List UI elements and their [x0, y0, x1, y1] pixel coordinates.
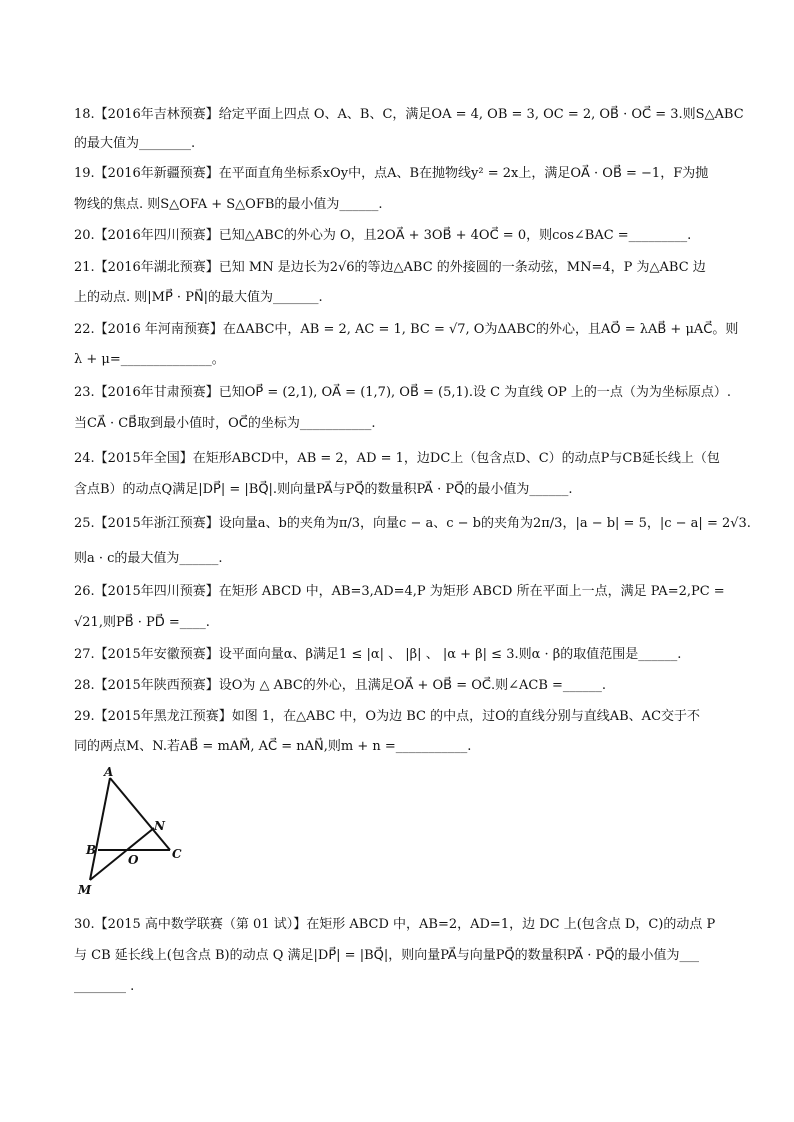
problem-20-line-1: 20.【2016年四川预赛】已知△ABC的外心为 O，且2OA⃗ + 3OB⃗ + 4OC⃗ = 0，则cos∠BAC =_________. [74, 228, 692, 243]
problem-19-line-2: 物线的焦点. 则S△OFA + S△OFB的最小值为______. [74, 197, 383, 212]
problem-24-line-1: 24.【2015年全国】在矩形ABCD中，AB = 2，AD = 1，边DC上（包含点D、C）的动点P与CB延长线上（包 [74, 451, 720, 466]
problem-30-line-3: ________ . [74, 979, 135, 994]
problem-28-line-1: 28.【2015年陕西预赛】设O为 △ ABC的外心，且满足OA⃗ + OB⃗ = OC⃗.则∠ACB =______. [74, 678, 607, 693]
problem-30-line-1: 30.【2015 高中数学联赛（第 01 试）】在矩形 ABCD 中，AB=2，AD=1，边 DC 上(包含点 D，C)的动点 P [74, 917, 716, 932]
problem-23-line-1: 23.【2016年甘肃预赛】已知OP⃗ = (2,1), OA⃗ = (1,7), OB⃗ = (5,1).设 C 为直线 OP 上的一点（为为坐标原点）. [74, 385, 731, 400]
problem-29-line-1: 29.【2015年黑龙江预赛】如图 1，在△ABC 中，O为边 BC 的中点，过O的直线分别与直线AB、AC交于不 [74, 709, 701, 724]
problem-24-line-2: 含点B）的动点Q满足|DP⃗| = |BQ⃗|.则向量PA⃗与PQ⃗的数量积PA⃗ · PQ⃗的最小值为______. [74, 482, 573, 497]
label-B: B [86, 843, 97, 857]
problem-29-line-2: 同的两点M、N.若AB⃗ = mAM⃗, AC⃗ = nAN⃗,则m + n =___________. [74, 739, 472, 754]
problem-26-line-2: √21,则PB⃗ · PD⃗ =____. [74, 615, 210, 630]
problem-22-line-1: 22.【2016 年河南预赛】在ΔABC中，AB = 2, AC = 1, BC = √7, O为ΔABC的外心，且AO⃗ = λAB⃗ + μAC⃗。则 [74, 322, 739, 337]
problem-30-line-2: 与 CB 延长线上(包含点 B)的动点 Q 满足|DP⃗| = |BQ⃗|，则向量PA⃗与向量PQ⃗的数量积PA⃗ · PQ⃗的最小值为___ [74, 948, 699, 963]
problem-18-line-1: 18.【2016年吉林预赛】给定平面上四点 O、A、B、C，满足OA = 4, OB = 3, OC = 2, OB⃗ · OC⃗ = 3.则S△ABC [74, 107, 744, 122]
problem-21-line-2: 上的动点. 则|MP⃗ · PN⃗|的最大值为_______. [74, 290, 323, 305]
problem-25-line-1: 25.【2015年浙江预赛】设向量a、b的夹角为π/3，向量c − a、c − b的夹角为2π/3，|a − b| = 5，|c − a| = 2√3. [74, 516, 751, 531]
problem-25-line-2: 则a · c的最大值为______. [74, 551, 223, 566]
label-M: M [78, 883, 92, 896]
problem-18-line-2: 的最大值为________. [74, 136, 196, 151]
label-O: O [128, 853, 139, 867]
label-A: A [104, 765, 114, 779]
problem-19-line-1: 19.【2016年新疆预赛】在平面直角坐标系xOy中，点A、B在抛物线y² = 2x上，满足OA⃗ · OB⃗ = −1，F为抛 [74, 166, 709, 181]
problem-22-line-2: λ + μ=______________。 [74, 352, 225, 367]
problem-26-line-1: 26.【2015年四川预赛】在矩形 ABCD 中，AB=3,AD=4,P 为矩形 ABCD 所在平面上一点，满足 PA=2,PC = [74, 584, 725, 599]
label-N: N [154, 819, 165, 833]
triangle-figure [74, 764, 194, 896]
label-C: C [172, 847, 182, 861]
problem-23-line-2: 当CA⃗ · CB⃗取到最小值时，OC⃗的坐标为___________. [74, 416, 376, 431]
problem-21-line-1: 21.【2016年湖北预赛】已知 MN 是边长为2√6的等边△ABC 的外接圆的一条动弦，MN=4，P 为△ABC 边 [74, 260, 706, 275]
line-AM [90, 778, 110, 880]
problem-27-line-1: 27.【2015年安徽预赛】设平面向量α、β满足1 ≤ |α| 、 |β| 、 |α + β| ≤ 3.则α · β的取值范围是______. [74, 647, 682, 662]
